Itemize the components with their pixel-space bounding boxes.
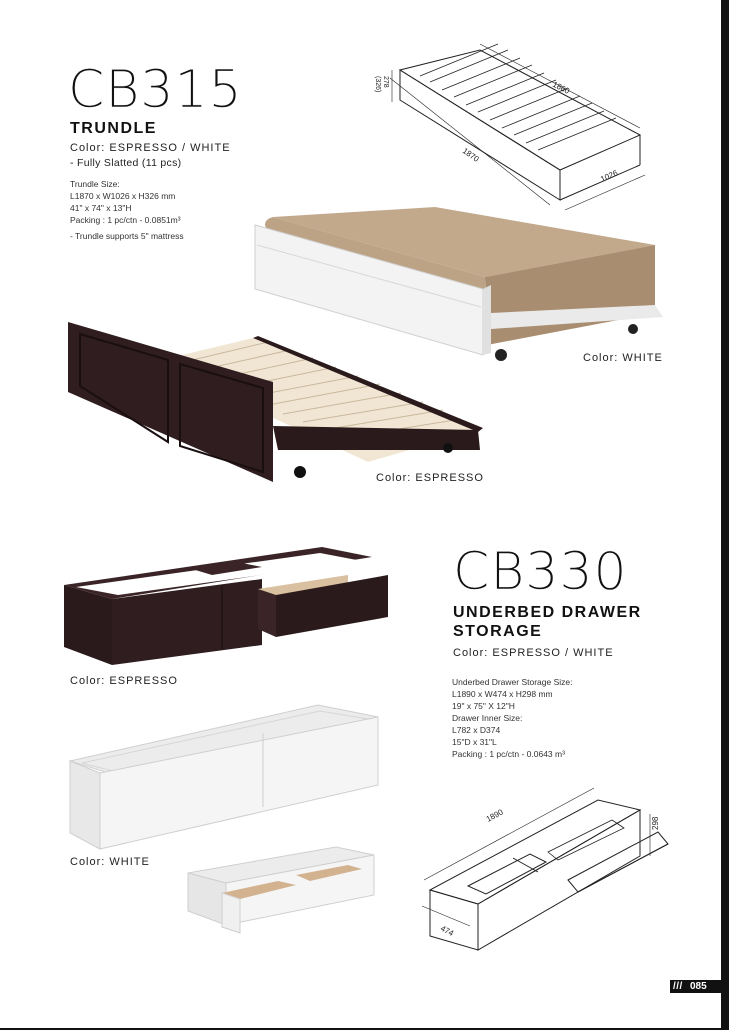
cb315-espresso-trundle-image [68,322,483,484]
cb315-feature: - Fully Slatted (11 pcs) [70,157,182,169]
cb315-spec-line: Trundle Size: [70,179,120,189]
cb315-spec-line: Packing : 1 pc/ctn - 0.0851m³ [70,215,181,225]
cb315-dimension-diagram [370,40,670,215]
cb315-dim-height-b: (326) [374,76,381,93]
cb315-caption-white: Color: WHITE [583,352,663,364]
cb315-caption-espresso: Color: ESPRESSO [376,472,484,484]
cb330-spec-line: Underbed Drawer Storage Size: [452,677,573,687]
cb315-title: TRUNDLE [70,120,157,137]
cb330-spec-block [452,676,572,760]
cb330-spec-line: Packing : 1 pc/ctn - 0.0643 m³ [452,749,565,759]
cb330-caption-espresso: Color: ESPRESSO [70,675,178,687]
cb315-spec-line: 41" x 74" x 13"H [70,203,132,213]
page-number: 085 [690,981,707,992]
cb315-note: - Trundle supports 5" mattress [70,231,184,241]
cb330-title-line2: STORAGE [453,623,543,640]
cb330-spec-line: L1890 x W474 x H298 mm [452,689,553,699]
cb330-dim-width: 474 [439,923,456,939]
cb315-dim-inner: 1860 [551,79,572,96]
page-number-slashes: /// [673,981,683,992]
cb315-dim-width: 1026 [599,168,620,184]
cb330-spec-line: 19" x 75" X 12"H [452,701,515,711]
cb330-dimension-diagram [418,780,680,955]
cb315-spec-block [70,178,184,242]
cb330-dim-height: 298 [651,816,660,830]
cb330-white-drawer-open-image [186,845,378,933]
cb330-white-drawer-image [68,703,380,851]
right-edge-bar [721,0,729,1030]
cb330-color-line: Color: ESPRESSO / WHITE [453,647,614,659]
cb330-spec-line: 15"D x 31"L [452,737,497,747]
cb330-dim-length: 1890 [484,807,505,824]
cb330-model-number: CB330 [453,542,628,602]
cb330-title-line1: UNDERBED DRAWER [453,604,642,621]
cb330-caption-white: Color: WHITE [70,856,150,868]
page-number-tab [670,980,726,993]
cb330-espresso-drawer-image [62,545,394,667]
cb330-spec-line: Drawer Inner Size: [452,713,523,723]
cb315-model-number: CB315 [68,60,243,120]
cb315-color-line: Color: ESPRESSO / WHITE [70,142,231,154]
cb330-spec-line: L782 x D374 [452,725,501,735]
cb315-dim-length: 1870 [460,146,481,164]
cb315-dim-height-a: 278 [382,76,389,88]
cb315-spec-line: L1870 x W1026 x H326 mm [70,191,176,201]
